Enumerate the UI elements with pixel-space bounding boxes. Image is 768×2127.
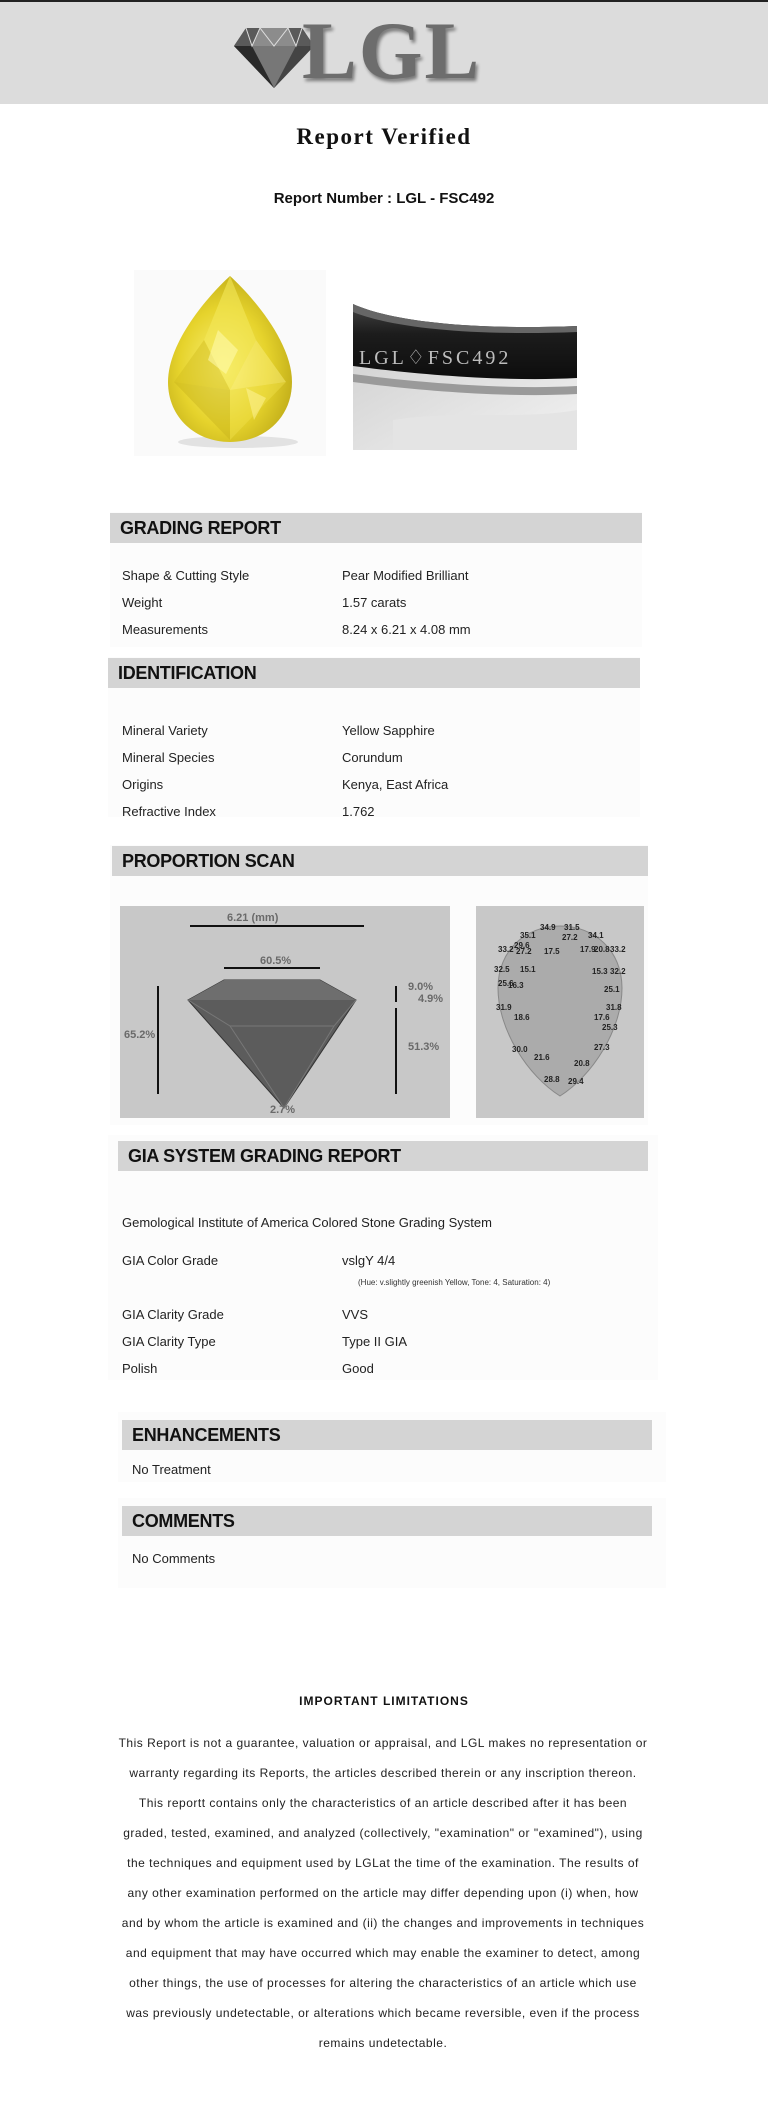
row-label: Measurements [122, 622, 208, 637]
table-percent: 60.5% [260, 955, 292, 967]
row-label: Mineral Variety [122, 723, 208, 738]
limitations-heading: IMPORTANT LIMITATIONS [299, 1694, 469, 1708]
lgl-logo[interactable] [232, 5, 492, 96]
row-value: Good [342, 1361, 374, 1376]
comments-heading: COMMENTS [122, 1506, 652, 1536]
row-value: Kenya, East Africa [342, 777, 449, 792]
facet-angle-label: 16.3 [508, 981, 524, 990]
facet-angle-label: 33.2 [498, 945, 514, 954]
facet-angle-label: 18.6 [514, 1013, 530, 1022]
page-title: Report Verified [296, 124, 472, 149]
row-value: Yellow Sapphire [342, 723, 435, 738]
girdle-inscription-image [353, 270, 577, 450]
inscription-text: LGL♢FSC492 [359, 347, 512, 369]
row-label: Origins [122, 777, 164, 792]
facet-angle-label: 35.1 [520, 931, 536, 940]
row-value: 1.762 [342, 804, 375, 819]
row-label: Refractive Index [122, 804, 216, 819]
row-label: GIA Clarity Grade [122, 1307, 224, 1322]
row-label: Weight [122, 595, 163, 610]
facet-angle-label: 21.6 [534, 1053, 550, 1062]
facet-angle-label: 15.1 [520, 965, 536, 974]
facet-angle-label: 29.6 [514, 941, 530, 950]
logo-text: LGL [302, 5, 482, 96]
facet-angle-label: 34.1 [588, 931, 604, 940]
proportion-top-view [476, 906, 644, 1118]
identification-heading: IDENTIFICATION [108, 658, 640, 688]
row-value: Corundum [342, 750, 403, 765]
gia-system-name: Gemological Institute of America Colored Stone Grading System [122, 1215, 492, 1230]
facet-angle-label: 30.0 [512, 1045, 528, 1054]
total-depth-percent: 65.2% [124, 1029, 156, 1041]
report-number: Report Number : LGL - FSC492 [273, 190, 495, 207]
comments-text: No Comments [132, 1551, 216, 1566]
facet-angle-label: 25.3 [602, 1023, 618, 1032]
row-value: Type II GIA [342, 1334, 408, 1349]
facet-angle-label: 34.9 [540, 923, 556, 932]
grading-report-heading: GRADING REPORT [110, 513, 642, 543]
facet-angle-label: 20.8 [594, 945, 610, 954]
row-value: VVS [342, 1307, 369, 1322]
row-label: Mineral Species [122, 750, 215, 765]
pavilion-depth-percent: 51.3% [408, 1041, 440, 1053]
facet-angle-label: 15.3 [592, 967, 608, 976]
top-angle-diagram [476, 906, 644, 1118]
facet-angle-label: 17.5 [544, 947, 560, 956]
facet-angle-label: 31.5 [564, 923, 580, 932]
facet-angle-label: 25.1 [604, 985, 620, 994]
width-label: 6.21 (mm) [227, 912, 279, 924]
row-value: 8.24 x 6.21 x 4.08 mm [342, 622, 471, 637]
facet-angle-label: 27.3 [594, 1043, 610, 1052]
row-value: Pear Modified Brilliant [342, 568, 469, 583]
facet-angle-label: 25.6 [498, 979, 514, 988]
inscription-photo [353, 270, 577, 450]
facet-angle-label: 27.2 [562, 933, 578, 942]
limitations-text: This Report is not a guarantee, valuation or appraisal, and LGL makes no representation or warranty regarding its Reports, the articles described therein or any inscription thereon. This reportt contains only the characteristics of an article described after it has been graded, tested, examined, and analyzed (collectively, "examination" or "examined"), using the techniques and equipment used by LGLat the time of the examination. The results of any other examination performed on the article may differ depending upon (i) when, how and by whom the article is examined and (ii) the changes and improvements in techniques and equipment that may have occurred which may enable the examiner to detect, among other things, the use of processes for altering the characteristics of an article which use was previously undetectable, or alterations which became reversible, even if the process remains undetectable. [118, 1736, 648, 2050]
row-label: Polish [122, 1361, 158, 1376]
enhancements-text: No Treatment [132, 1462, 211, 1477]
proportion-scan-heading: PROPORTION SCAN [112, 846, 648, 876]
facet-angle-label: 28.8 [544, 1075, 560, 1084]
enhancements-heading: ENHANCEMENTS [122, 1420, 652, 1450]
facet-angle-label: 17.9 [580, 945, 596, 954]
row-label: GIA Clarity Type [122, 1334, 216, 1349]
crown-height-percent: 9.0% [408, 981, 434, 993]
row-label: Shape & Cutting Style [122, 568, 250, 583]
site-header [0, 2, 768, 104]
facet-angle-label: 27.2 [516, 947, 532, 956]
row-value: 1.57 carats [342, 595, 407, 610]
facet-angle-label: 32.5 [494, 965, 510, 974]
yellow-sapphire-image [134, 270, 326, 456]
gemstone-photo [134, 270, 326, 456]
facet-angle-label: 31.8 [606, 1003, 622, 1012]
gia-heading: GIA SYSTEM GRADING REPORT [118, 1141, 648, 1171]
proportion-side-view [120, 906, 450, 1118]
color-grade-note: (Hue: v.slightly greenish Yellow, Tone: 4, Saturation: 4) [358, 1278, 551, 1287]
facet-angle-label: 29.4 [568, 1077, 584, 1086]
row-label: GIA Color Grade [122, 1253, 219, 1268]
facet-angle-label: 33.2 [610, 945, 626, 954]
row-value: vslgY 4/4 [342, 1253, 396, 1268]
facet-angle-label: 17.6 [594, 1013, 610, 1022]
facet-angle-label: 20.8 [574, 1059, 590, 1068]
side-profile-diagram [120, 906, 450, 1118]
facet-angle-label: 31.9 [496, 1003, 512, 1012]
facet-angle-label: 32.2 [610, 967, 626, 976]
girdle-percent: 4.9% [418, 993, 444, 1005]
culet-percent: 2.7% [270, 1104, 296, 1116]
